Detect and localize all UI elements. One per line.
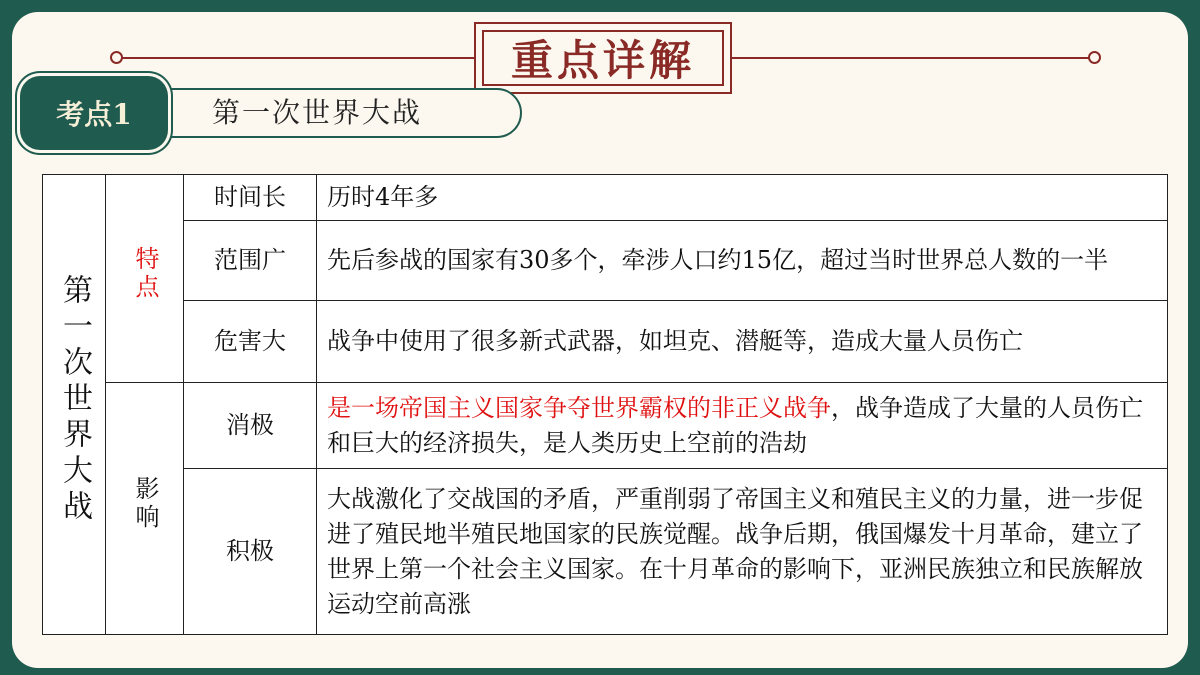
- page-title: 重点详解: [482, 30, 724, 86]
- table-row: [43, 301, 1168, 383]
- table-row: [43, 383, 1168, 469]
- row-text: 先后参战的国家有30多个，牵涉人口约15亿，超过当时世界总人数的一半: [317, 221, 1168, 301]
- main-label-cell: [43, 175, 106, 635]
- impact-group-cell: [106, 383, 184, 635]
- page-title-frame: [474, 22, 732, 94]
- row-label: 范围广: [184, 221, 317, 301]
- topic-title: 第一次世界大战: [212, 96, 423, 129]
- row-label: 积极: [184, 469, 317, 635]
- header-ornament-line-right: [725, 57, 1095, 59]
- table-row: [43, 221, 1168, 301]
- topic-badge: 考点1: [20, 76, 168, 150]
- row-text: 大战激化了交战国的矛盾，严重削弱了帝国主义和殖民主义的力量，进一步促进了殖民地半殖民地国家的民族觉醒。战争后期，俄国爆发十月革命，建立了世界上第一个社会主义国家。在十月革命的影响下，亚洲民族独立和民族解放运动空前高涨: [317, 469, 1168, 635]
- row-text: [317, 383, 1168, 469]
- row-label: 危害大: [184, 301, 317, 383]
- table-row: [43, 175, 1168, 221]
- row-label: 消极: [184, 383, 317, 469]
- row-text: 历时4年多: [317, 175, 1168, 221]
- features-label: 特点: [131, 245, 159, 302]
- impact-label: 影响: [131, 475, 159, 532]
- slide-card: [12, 12, 1188, 668]
- header-ornament-dot-left: [110, 51, 123, 64]
- main-label: 第一次世界大战: [57, 273, 92, 526]
- header-ornament-line-left: [122, 57, 484, 59]
- table-row: [43, 469, 1168, 635]
- negative-impact-text: ，战争造成了大量的人员伤亡和巨大的经济损失，是人类历史上空前的浩劫: [327, 393, 1143, 457]
- header-ornament-dot-right: [1088, 51, 1101, 64]
- row-text: 战争中使用了很多新式武器，如坦克、潜艇等，造成大量人员伤亡: [317, 301, 1168, 383]
- row-label: 时间长: [184, 175, 317, 221]
- negative-impact-highlight: 是一场帝国主义国家争夺世界霸权的非正义战争: [327, 393, 831, 422]
- content-table: [42, 174, 1168, 635]
- features-group-cell: [106, 175, 184, 383]
